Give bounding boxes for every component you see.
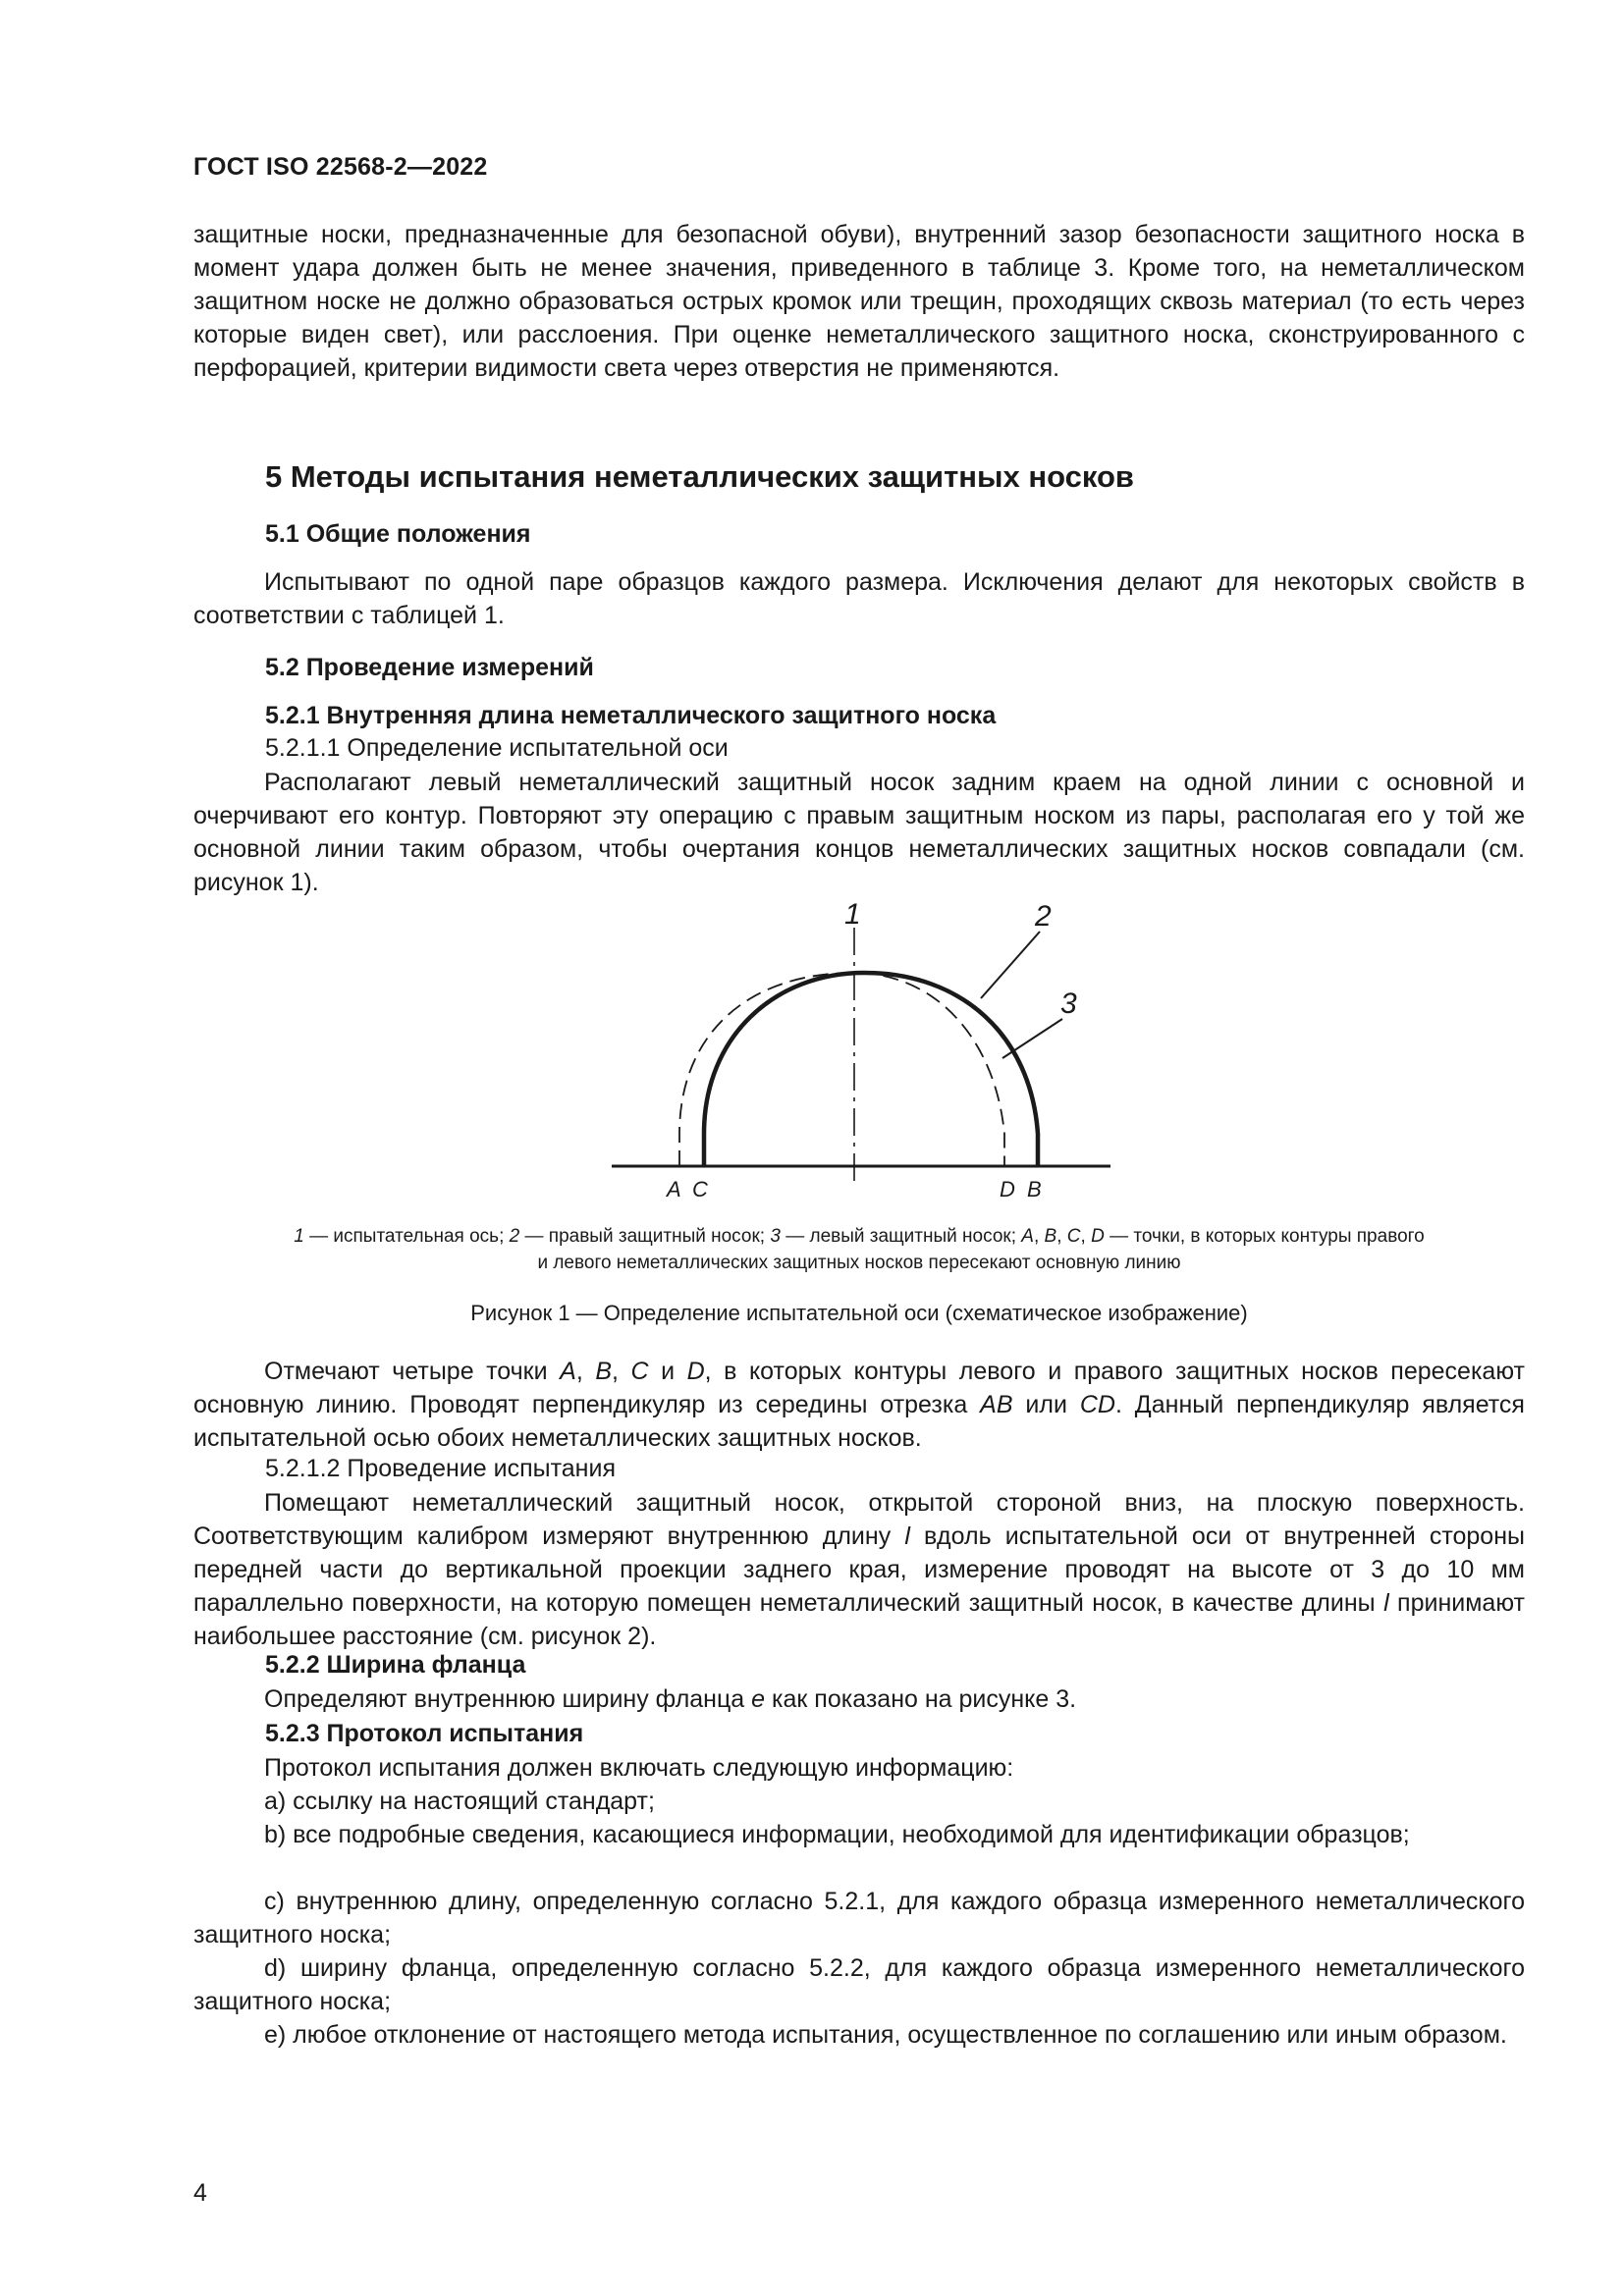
figure-1-caption: Рисунок 1 — Определение испытательной оси (схематическое изображение) xyxy=(470,1301,1248,1325)
section-5-2-1-title: 5.2.1 Внутренняя длина неметаллического защитного носка xyxy=(265,702,997,729)
figure-1-legend-line-2: и левого неметаллических защитных носков пересекают основную линию xyxy=(537,1253,1181,1273)
section-5-2-title: 5.2 Проведение измерений xyxy=(265,654,594,681)
label-3: 3 xyxy=(1060,988,1077,1020)
label-A: A xyxy=(667,1177,681,1201)
label-D: D xyxy=(1000,1177,1015,1201)
points-paragraph: Отмечают четыре точки A, B, C и D, в которых контуры левого и правого защитных носков пересекают основную линию. Проводят перпендикуляр из середины отрезка AB или CD. Данный перпендикуляр является испытательной осью обоих неметаллических защитных носков. xyxy=(193,1358,1525,1452)
list-item-c: c) внутреннюю длину, определенную согласно 5.2.1, для каждого образца измеренного неметаллического защитного носка; xyxy=(193,1888,1525,1949)
document-header: ГОСТ ISO 22568-2—2022 xyxy=(193,153,488,181)
leader-line-2 xyxy=(981,932,1040,998)
list-item-d: d) ширину фланца, определенную согласно 5.2.2, для каждого образца измеренного неметаллического защитного носка; xyxy=(193,1954,1525,2015)
figure-1-diagram xyxy=(550,888,1139,1212)
section-5-2-3-title: 5.2.3 Протокол испытания xyxy=(265,1720,584,1747)
section-5-1-title: 5.1 Общие положения xyxy=(265,520,531,548)
left-toe-contour xyxy=(679,973,1004,1166)
section-5-1-text: Испытывают по одной паре образцов каждого размера. Исключения делают для некоторых свойств в соответствии с таблицей 1. xyxy=(193,568,1525,629)
label-C: C xyxy=(692,1177,708,1201)
section-5-2-1-1-title: 5.2.1.1 Определение испытательной оси xyxy=(265,734,729,762)
intro-paragraph: защитные носки, предназначенные для безопасной обуви), внутренний зазор безопасности защитного носка в момент удара должен быть не менее значения, приведенного в таблице 3. Кроме того, на неметаллическом защитном носке не должно образоваться острых кромок или трещин, проходящих сквозь материал (то есть через которые виден свет), или расслоения. При оценке неметаллического защитного носка, сконструированного с перфорацией, критерии видимости света через отверстия не применяются. xyxy=(193,221,1525,382)
list-item-a: a) ссылку на настоящий стандарт; xyxy=(264,1788,655,1815)
section-5-2-2-text: Определяют внутреннюю ширину фланца e как показано на рисунке 3. xyxy=(264,1685,1077,1713)
leader-line-3 xyxy=(1002,1019,1062,1058)
label-B: B xyxy=(1027,1177,1042,1201)
label-1: 1 xyxy=(844,898,861,931)
figure-1-legend xyxy=(193,1223,1525,1276)
section-5-2-1-2-text: Помещают неметаллический защитный носок, открытой стороной вниз, на плоскую поверхность. Соответствующим калибром измеряют внутреннюю длину l вдоль испытательной оси от внутренней стороны передней части до вертикальной проекции заднего края, измерение проводят на высоте от 3 до 10 мм параллельно поверхности, на которую помещен неметаллический защитный носок, в качестве длины l принимают наибольшее расстояние (см. рисунок 2). xyxy=(193,1489,1525,1650)
figure-1-legend-line-1: 1 — испытательная ось; 2 — правый защитный носок; 3 — левый защитный носок; A, B, C, D — точки, в которых контуры правого xyxy=(294,1226,1425,1247)
list-item-e: e) любое отклонение от настоящего метода испытания, осуществленное по соглашению или иным образом. xyxy=(264,2021,1507,2049)
section-5-title: 5 Методы испытания неметаллических защитных носков xyxy=(265,459,1134,494)
section-5-2-1-2-title: 5.2.1.2 Проведение испытания xyxy=(265,1455,616,1482)
list-item-b: b) все подробные сведения, касающиеся информации, необходимой для идентификации образцов; xyxy=(264,1821,1410,1848)
section-5-2-3-text: Протокол испытания должен включать следующую информацию: xyxy=(264,1754,1014,1782)
section-5-2-2-title: 5.2.2 Ширина фланца xyxy=(265,1651,526,1679)
label-2: 2 xyxy=(1035,900,1052,933)
section-5-2-1-1-text: Располагают левый неметаллический защитный носок задним краем на одной линии с основной и очерчивают его контур. Повторяют эту операцию с правым защитным носком из пары, располагая его у той же основной линии таким образом, чтобы очертания концов неметаллических защитных носков совпадали (см. рисунок 1). xyxy=(193,769,1525,896)
right-toe-contour xyxy=(704,973,1038,1166)
page-number: 4 xyxy=(193,2179,207,2207)
